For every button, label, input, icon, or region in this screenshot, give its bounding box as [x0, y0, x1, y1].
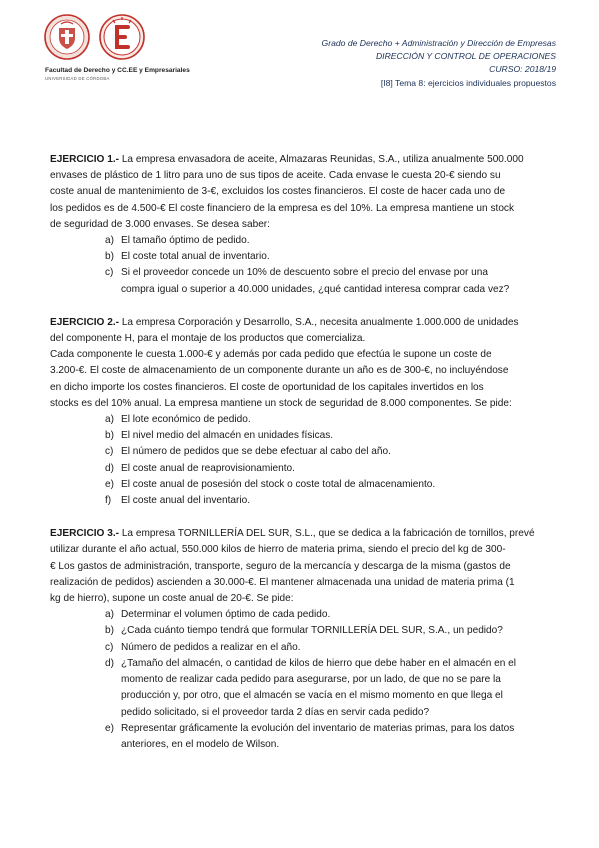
- question-item: [50, 640, 552, 656]
- question-item: [50, 656, 552, 721]
- item-text: pedido solicitado, si el proveedor tarda 2 días en servir cada pedido?: [121, 706, 430, 718]
- paragraph-line: los pedidos es de 4.500-€ El coste financiero de la empresa es del 10%. La empresa mantiene un stock: [50, 202, 515, 214]
- paragraph-line: € Los gastos de administración, transporte, seguro de la mercancía y descarga de la misma (gastos de: [50, 560, 511, 572]
- item-text: compra igual o superior a 40.000 unidades, ¿qué cantidad interesa comprar cada vez?: [121, 283, 510, 295]
- exercise-paragraph: [50, 152, 552, 168]
- item-marker: c): [105, 267, 114, 279]
- item-marker: a): [105, 609, 114, 621]
- question-item: [50, 721, 552, 753]
- item-text: El coste total anual de inventario.: [121, 251, 270, 263]
- item-marker: f): [105, 495, 112, 507]
- item-text: ¿Cada cuánto tiempo tendrá que formular TORNILLERÍA DEL SUR, S.A., un pedido?: [121, 625, 503, 637]
- academic-year: CURSO: 2018/19: [489, 64, 556, 75]
- paragraph-line: en dicho importe los costes financieros. El coste de oportunidad de los capitales invertidos en los: [50, 381, 484, 393]
- paragraph-line: realización de pedidos) ascienden a 30.000-€. El mantener almacenada una unidad de materia prima (1: [50, 576, 515, 588]
- course-name: DIRECCIÓN Y CONTROL DE OPERACIONES: [375, 51, 556, 62]
- university-name: UNIVERSIDAD DE CÓRDOBA: [45, 76, 110, 81]
- item-marker: a): [105, 414, 114, 426]
- question-item: [50, 249, 552, 265]
- paragraph-line: del componente H, para el montaje de los productos que comercializa.: [50, 333, 366, 345]
- paragraph-line: coste anual de mantenimiento de 3-€, excluidos los costes financieros. El coste de hacer cada uno de: [50, 186, 506, 198]
- exercise-paragraph: [50, 315, 552, 331]
- exercise-title: EJERCICIO 3.-: [50, 528, 119, 540]
- question-item: [50, 265, 552, 297]
- item-text: El coste anual de posesión del stock o coste total de almacenamiento.: [121, 478, 436, 490]
- item-text: El coste anual del inventario.: [121, 495, 251, 507]
- item-marker: b): [105, 625, 114, 637]
- paragraph-line: de seguridad de 3.000 envases. Se desea saber:: [50, 218, 270, 230]
- item-marker: e): [105, 478, 114, 490]
- university-seal-icon: [44, 14, 90, 60]
- exercise-list: [50, 152, 552, 753]
- item-text: El número de pedidos que se debe efectuar al cabo del año.: [121, 446, 391, 458]
- item-text: Determinar el volumen óptimo de cada pedido.: [121, 609, 331, 621]
- paragraph-line: utilizar durante el año actual, 550.000 kilos de hierro de materia prima, siendo el precio del kg de 300-: [50, 544, 506, 556]
- item-marker: b): [105, 251, 114, 263]
- item-text: producción y, por otro, que el almacén se vacía en el mismo momento en que llega el: [121, 690, 503, 702]
- exercise-3: [50, 526, 552, 753]
- faculty-name: Facultad de Derecho y CC.EE y Empresariales: [45, 67, 190, 74]
- question-item: [50, 412, 552, 428]
- item-marker: c): [105, 641, 114, 653]
- question-item: [50, 233, 552, 249]
- item-text: Representar gráficamente la evolución del inventario de materias primas, para los datos: [121, 722, 515, 734]
- question-list: [50, 233, 552, 298]
- faculty-emblem-icon: [99, 14, 145, 60]
- question-list: [50, 607, 552, 753]
- topic-title: [I8] Tema 8: ejercicios individuales propuestos: [380, 77, 556, 88]
- paragraph-line: kg de hierro), supone un coste anual de 20-€. Se pide:: [50, 593, 294, 605]
- item-text: El tamaño óptimo de pedido.: [121, 235, 250, 247]
- item-marker: a): [105, 235, 114, 247]
- item-text: El lote económico de pedido.: [121, 414, 251, 426]
- exercise-title: EJERCICIO 2.-: [50, 316, 119, 328]
- paragraph-line: La empresa Corporación y Desarrollo, S.A., necesita anualmente 1.000.000 de unidades: [121, 316, 519, 328]
- paragraph-line: stocks es del 10% anual. La empresa mantiene un stock de seguridad de 8.000 componentes. Se pide:: [50, 397, 512, 409]
- header-logos: [44, 14, 164, 64]
- item-text: Si el proveedor concede un 10% de descuento sobre el precio del envase por una: [121, 267, 488, 279]
- question-item: [50, 461, 552, 477]
- question-item: [50, 607, 552, 623]
- item-marker: c): [105, 446, 114, 458]
- item-text: momento de realizar cada pedido para asegurarse, por un lado, de que no se pare la: [121, 674, 501, 686]
- exercise-paragraph: [50, 526, 552, 542]
- item-text: ¿Tamaño del almacén, o cantidad de kilos de hierro que debe haber en el almacén en el: [121, 657, 517, 669]
- item-text: anteriores, en el modelo de Wilson.: [121, 738, 280, 750]
- exercise-title: EJERCICIO 1.-: [50, 154, 119, 165]
- question-list: [50, 412, 552, 509]
- course-header: [322, 37, 556, 90]
- paragraph-line: envases de plástico de 1 litro para uno de sus tipos de aceite. Cada envase le cuesta 20-€ siendo su: [50, 170, 501, 182]
- item-marker: d): [105, 657, 114, 669]
- paragraph-line: La empresa TORNILLERÍA DEL SUR, S.L., que se dedica a la fabricación de tornillos, prevé: [121, 528, 535, 540]
- degree-title: Grado de Derecho + Administración y Dirección de Empresas: [321, 38, 556, 48]
- item-marker: b): [105, 430, 114, 442]
- exercise-1: [50, 152, 552, 298]
- paragraph-line: La empresa envasadora de aceite, Almazaras Reunidas, S.A., utiliza anualmente 500.000: [121, 154, 524, 165]
- question-item: [50, 493, 552, 509]
- item-text: El nivel medio del almacén en unidades físicas.: [121, 430, 334, 442]
- item-marker: e): [105, 722, 114, 734]
- question-item: [50, 623, 552, 639]
- item-text: El coste anual de reaprovisionamiento.: [121, 462, 295, 474]
- paragraph-line: 3.200-€. El coste de almacenamiento de un componente durante un año es de 300-€, no incluyéndose: [50, 365, 509, 377]
- question-item: [50, 428, 552, 444]
- exercise-2: [50, 315, 552, 509]
- item-text: Número de pedidos a realizar en el año.: [121, 641, 301, 653]
- question-item: [50, 444, 552, 460]
- question-item: [50, 477, 552, 493]
- paragraph-line: Cada componente le cuesta 1.000-€ y además por cada pedido que efectúa le supone un coste de: [50, 349, 492, 361]
- item-marker: d): [105, 462, 114, 474]
